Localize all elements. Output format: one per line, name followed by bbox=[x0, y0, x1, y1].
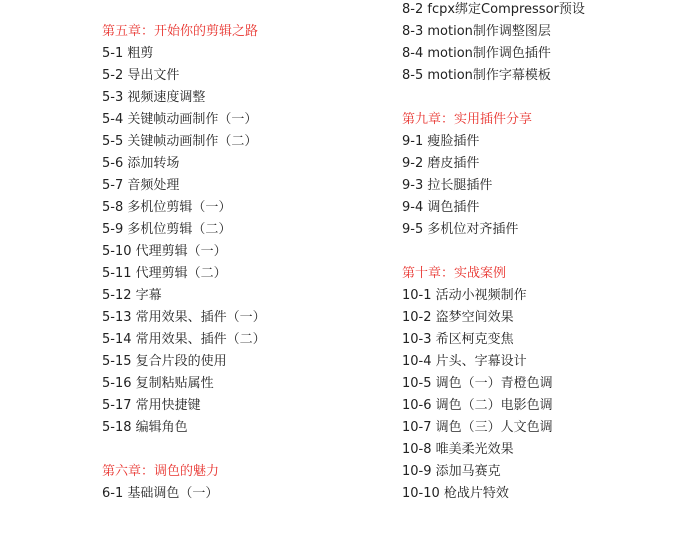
list-item: 10-8 唯美柔光效果 bbox=[402, 442, 514, 457]
list-item: 10-5 调色（一）青橙色调 bbox=[402, 376, 553, 391]
list-item: 5-11 代理剪辑（二） bbox=[102, 266, 227, 281]
list-item: 5-16 复制粘贴属性 bbox=[102, 376, 214, 391]
list-item: 5-3 视频速度调整 bbox=[102, 90, 206, 105]
list-item: 8-2 fcpx绑定Compressor预设 bbox=[402, 2, 585, 17]
list-item: 5-10 代理剪辑（一） bbox=[102, 244, 227, 259]
list-item: 5-1 粗剪 bbox=[102, 46, 154, 61]
list-item: 6-1 基础调色（一） bbox=[102, 486, 219, 501]
list-item: 9-2 磨皮插件 bbox=[402, 156, 480, 171]
chapter9-title: 第九章：实用插件分享 bbox=[402, 112, 533, 127]
list-item: 10-4 片头、字幕设计 bbox=[402, 354, 527, 369]
list-item: 9-1 瘦脸插件 bbox=[402, 134, 480, 149]
list-item: 10-9 添加马赛克 bbox=[402, 464, 501, 479]
list-item: 5-6 添加转场 bbox=[102, 156, 180, 171]
list-item: 5-15 复合片段的使用 bbox=[102, 354, 227, 369]
chapter6-title: 第六章：调色的魅力 bbox=[102, 464, 220, 479]
list-item: 9-3 拉长腿插件 bbox=[402, 178, 493, 193]
chapter10-title: 第十章：实战案例 bbox=[402, 266, 507, 281]
list-item: 9-4 调色插件 bbox=[402, 200, 480, 215]
list-item: 8-5 motion制作字幕模板 bbox=[402, 68, 551, 83]
list-item: 5-9 多机位剪辑（二） bbox=[102, 222, 232, 237]
list-item: 10-1 活动小视频制作 bbox=[402, 288, 527, 303]
list-item: 5-8 多机位剪辑（一） bbox=[102, 200, 232, 215]
list-item: 10-2 盗梦空间效果 bbox=[402, 310, 514, 325]
list-item: 8-3 motion制作调整图层 bbox=[402, 24, 551, 39]
list-item: 5-5 关键帧动画制作（二） bbox=[102, 134, 258, 149]
list-item: 10-10 枪战片特效 bbox=[402, 486, 509, 501]
list-item: 10-3 希区柯克变焦 bbox=[402, 332, 514, 347]
list-item: 5-7 音频处理 bbox=[102, 178, 180, 193]
list-item: 5-4 关键帧动画制作（一） bbox=[102, 112, 258, 127]
list-item: 10-7 调色（三）人文色调 bbox=[402, 420, 553, 435]
list-item: 10-6 调色（二）电影色调 bbox=[402, 398, 553, 413]
list-item: 5-13 常用效果、插件（一） bbox=[102, 310, 266, 325]
list-item: 9-5 多机位对齐插件 bbox=[402, 222, 519, 237]
list-item: 5-14 常用效果、插件（二） bbox=[102, 332, 266, 347]
list-item: 5-2 导出文件 bbox=[102, 68, 180, 83]
list-item: 8-4 motion制作调色插件 bbox=[402, 46, 551, 61]
list-item: 5-17 常用快捷键 bbox=[102, 398, 201, 413]
chapter5-title: 第五章：开始你的剪辑之路 bbox=[102, 24, 259, 39]
list-item: 5-12 字幕 bbox=[102, 288, 162, 303]
list-item: 5-18 编辑角色 bbox=[102, 420, 188, 435]
